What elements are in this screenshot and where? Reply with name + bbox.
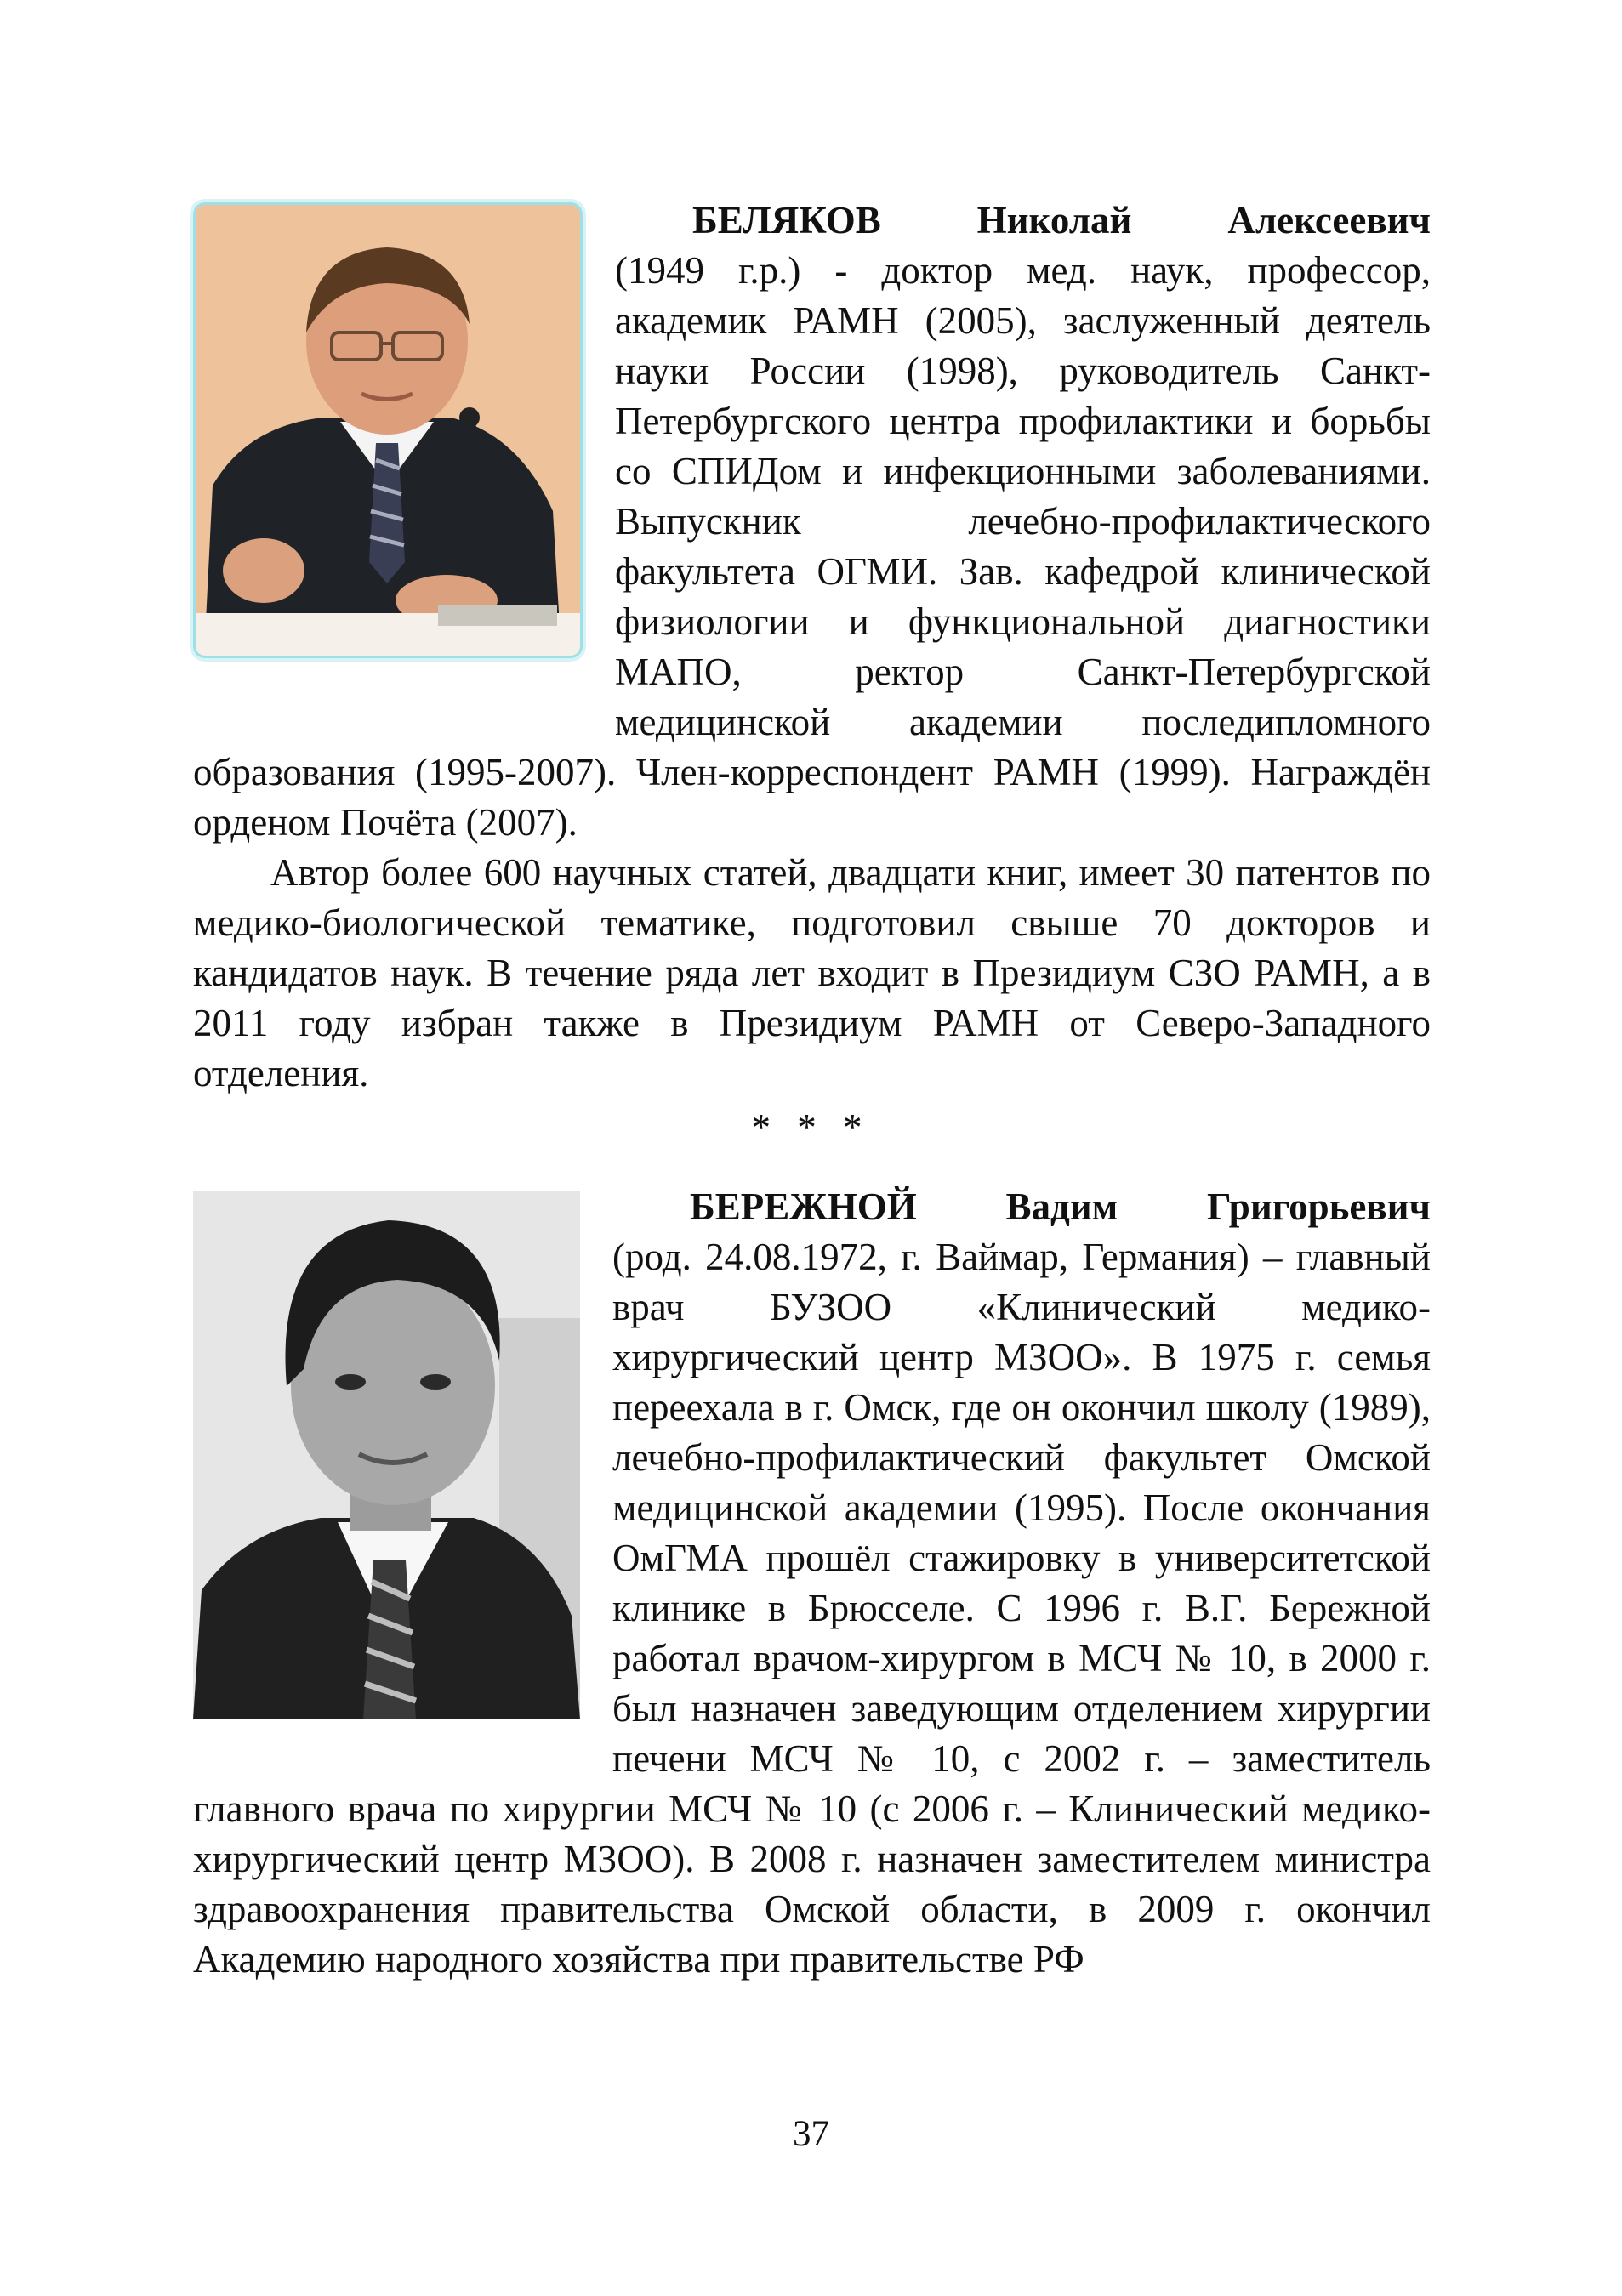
portrait-illustration (193, 1191, 580, 1719)
portrait-photo-berezhnoy (193, 1191, 580, 1719)
first-name: Николай (976, 199, 1132, 242)
surname: БЕЛЯКОВ (692, 199, 881, 242)
section-separator: * * * (751, 1106, 871, 1149)
patronymic: Алексеевич (1227, 199, 1431, 242)
biography-paragraph: Автор более 600 научных статей, двадцати книг, имеет 30 патентов по медико-биологической тематике, подготовил свыше 70 докторов и кандидатов наук. В течение ряда лет входит в Президиум СЗО РАМН, а в 2011 году избран также в Президиум РАМН от Северо-Западного отделения. (193, 851, 1431, 1094)
portrait-illustration (196, 205, 580, 656)
page-number: 37 (793, 2114, 829, 2154)
entry-heading-belyakov (615, 196, 1431, 246)
portrait-photo-belyakov (193, 202, 583, 658)
biography-paragraph: (род. 24.08.1972, г. Ваймар, Германия) – главный врач БУЗОО «Клинический медико-хирургический центр МЗОО». В 1975 г. семья переехала в г. Омск, где он окончил школу (1989), лечебно-профилактический факультет Омской медицинской академии (1995). После окончания ОмГМА прошёл стажировку в университетской клинике в Брюсселе. С 1996 г. В.Г. Бережной работал врачом-хирургом в МСЧ № 10, в 2000 г. был назначен заведующим отделением хирургии печени МСЧ № 10, с 2002 г. – заместитель главного врача по хирургии МСЧ № 10 (с 2006 г. – Клинический медико-хирургический центр МЗОО). В 2008 г. назначен заместителем министра здравоохранения правительства Омской области, в 2009 г. окончил Академию народного хозяйства при правительстве РФ (193, 1236, 1431, 1981)
first-name: Вадим (1005, 1185, 1118, 1228)
biography-paragraph: (1949 г.р.) - доктор мед. наук, профессор, академик РАМН (2005), заслуженный деятель науки России (1998), руководитель Санкт-Петербургского центра профилактики и борьбы со СПИДом и инфекционными заболеваниями. Выпускник лечебно-профилактического факультета ОГМИ. Зав. кафедрой клинической физиологии и функциональной диагностики МАПО, ректор Санкт-Петербургской медицинской академии последипломного образования (1995-2007). Член-корреспондент РАМН (1999). Награждён орденом Почёта (2007). (193, 249, 1431, 844)
surname: БЕРЕЖНОЙ (690, 1185, 917, 1228)
biography-entry-belyakov (193, 196, 1431, 1099)
biography-entry-berezhnoy (193, 1182, 1431, 1985)
patronymic: Григорьевич (1207, 1185, 1431, 1228)
entry-heading-berezhnoy (612, 1182, 1431, 1232)
